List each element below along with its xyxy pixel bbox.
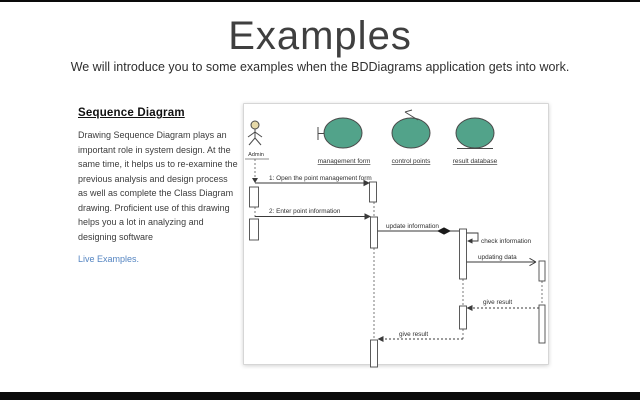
message-update-information [378,223,460,235]
lifeline-down-arrow [252,178,258,183]
boundary-object-management-form [318,118,362,148]
page-subtitle: We will introduce you to some examples when the BDDiagrams application gets into work. [70,60,570,74]
message-updating-data [467,254,537,266]
object-label-management-form: management form [317,158,371,165]
sequence-diagram-article [78,107,238,267]
message-label-6: give result [483,299,513,306]
sequence-diagram-card [243,103,549,365]
message-label-1: 1: Open the point management form [269,175,372,182]
live-examples-link[interactable]: Live Examples. [78,253,140,264]
message-enter-point-info [255,208,371,220]
message-label-3: update information [386,223,439,230]
page-title: Examples [228,14,412,58]
article-heading: Sequence Diagram [78,107,185,119]
bottom-border-bar [0,392,640,400]
object-label-result-database: result database [452,158,498,165]
entity-object-result-database [456,118,494,149]
actor-head [251,121,259,129]
message-check-information [467,233,532,245]
message-give-result-2 [378,331,464,342]
actor-label: Admin [248,152,264,158]
message-label-5: updating data [478,254,517,261]
object-label-control-points: control points [391,158,431,165]
top-border-bar [0,0,640,2]
message-give-result-1 [467,299,540,311]
actor-figure [248,121,262,145]
control-object-control-points [392,110,430,148]
message-label-7: give result [399,331,429,338]
message-label-2: 2: Enter point information [269,208,341,215]
article-body-text: Drawing Sequence Diagram plays an important role in system design. At the same time, it helps us to re-examine the previous analysis and design process as well as complete the Class Diagram drawing. Proficient use of this drawing helps you a lot in analyzing and designing software [78,130,238,243]
message-label-4: check information [481,238,532,245]
sequence-diagram-canvas [244,104,548,370]
lifelines [255,159,542,340]
message-open-form [255,175,372,186]
